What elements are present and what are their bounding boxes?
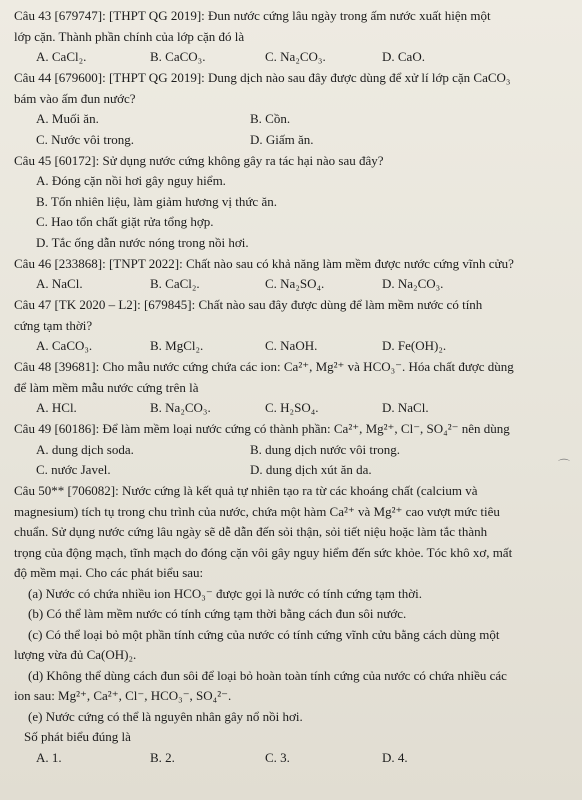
question-50-stem-line-4: trọng của động mạch, tĩnh mạch do đóng cặn vôi gây nguy hiểm đến sức khỏe. Tóc khô xơ, mất: [14, 544, 513, 560]
question-49-stem: Câu 49 [60186]: Để làm mềm loại nước cứng có thành phần: Ca²⁺, Mg²⁺, Cl⁻, SO₄²⁻ nên dùng: [14, 421, 510, 436]
option-d[interactable]: D. Tắc ống dẫn nước nóng trong nồi hơi.: [36, 234, 249, 250]
question-43: [14, 6, 572, 68]
statement-a: (a) Nước có chứa nhiều ion HCO₃⁻ được gọi là nước có tính cứng tạm thời.: [28, 585, 422, 601]
option-a[interactable]: A. NaCl.: [36, 276, 83, 291]
question-46-options: [14, 274, 572, 295]
option-c[interactable]: C. Na₂SO₄.: [265, 276, 325, 291]
option-a[interactable]: A. Muối ăn.: [36, 111, 99, 126]
option-c[interactable]: C. 3.: [265, 749, 290, 765]
question-43-stem-line-1: Câu 43 [679747]: [THPT QG 2019]: Đun nước cứng lâu ngày trong ấm nước xuất hiện một: [14, 8, 491, 23]
question-45: [14, 151, 572, 254]
statement-c-line-1: (c) Có thể loại bỏ một phần tính cứng của nước có tính cứng vĩnh cửu bằng cách dùng một: [28, 626, 500, 642]
option-a[interactable]: A. HCl.: [36, 400, 77, 415]
statement-d-line-2: ion sau: Mg²⁺, Ca²⁺, Cl⁻, HCO₃⁻, SO₄²⁻.: [14, 688, 232, 703]
option-b[interactable]: B. Tốn nhiên liệu, làm giảm hương vị thức ăn.: [36, 193, 277, 209]
option-c[interactable]: C. nước Javel.: [36, 462, 111, 477]
pencil-mark-icon: ⌒: [558, 458, 571, 472]
question-50: [14, 481, 572, 768]
option-d[interactable]: D. Fe(OH)₂.: [382, 338, 447, 353]
question-43-stem-line-2: lớp cặn. Thành phần chính của lớp cặn đó là: [14, 28, 245, 44]
question-50-stem-line-1: Câu 50** [706082]: Nước cứng là kết quả tự nhiên tạo ra từ các khoáng chất (calcium và: [14, 483, 478, 498]
question-44-stem-line-1: Câu 44 [679600]: [THPT QG 2019]: Dung dịch nào sau đây được dùng để xử lí lớp cặn CaCO₃: [14, 70, 511, 85]
option-a[interactable]: A. CaCl₂.: [36, 49, 87, 64]
option-d[interactable]: D. CaO.: [382, 49, 425, 64]
option-b[interactable]: B. Cồn.: [250, 111, 291, 126]
question-44-options-row-1: [14, 109, 572, 130]
question-44: [14, 68, 572, 150]
question-46-stem: Câu 46 [233868]: [TNPT 2022]: Chất nào sau có khả năng làm mềm được nước cứng vĩnh cửu?: [14, 255, 514, 271]
option-b[interactable]: B. MgCl₂.: [150, 338, 204, 353]
option-a[interactable]: A. 1.: [36, 749, 62, 765]
question-49-options-row-1: [14, 440, 572, 461]
question-48-options: [14, 398, 572, 419]
question-44-options-row-2: [14, 130, 572, 151]
option-a[interactable]: A. Đóng cặn nồi hơi gây nguy hiểm.: [36, 173, 226, 188]
question-48-stem-line-1: Câu 48 [39681]: Cho mẫu nước cứng chứa các ion: Ca²⁺, Mg²⁺ và HCO₃⁻. Hóa chất được dùng: [14, 359, 514, 374]
question-50-options: [14, 748, 572, 769]
option-b[interactable]: B. dung dịch nước vôi trong.: [250, 441, 401, 457]
option-c[interactable]: C. NaOH.: [265, 338, 318, 353]
question-47: [14, 295, 572, 357]
option-a[interactable]: A. CaCO₃.: [36, 338, 93, 353]
question-45-options: [14, 171, 572, 253]
option-c[interactable]: C. H₂SO₄.: [265, 400, 319, 415]
option-b[interactable]: B. CaCO₃.: [150, 49, 206, 64]
option-b[interactable]: B. 2.: [150, 749, 175, 765]
option-c[interactable]: C. Na₂CO₃.: [265, 49, 326, 64]
question-49-options-row-2: [14, 460, 572, 481]
option-d[interactable]: D. dung dịch xút ăn da.: [250, 462, 372, 477]
question-47-stem-line-1: Câu 47 [TK 2020 – L2]: [679845]: Chất nào sau đây được dùng để làm mềm nước có tính: [14, 297, 483, 312]
statement-c-line-2: lượng vừa đủ Ca(OH)₂.: [14, 647, 137, 662]
option-c[interactable]: C. Nước vôi trong.: [36, 131, 135, 147]
question-46: [14, 254, 572, 295]
option-a[interactable]: A. dung dịch soda.: [36, 441, 134, 457]
option-b[interactable]: B. CaCl₂.: [150, 276, 200, 291]
question-50-stem-line-3: chuẩn. Sử dụng nước cứng lâu ngày sẽ dễ dẫn đến sỏi thận, sỏi tiết niệu hoặc làm tắc thành: [14, 524, 488, 539]
question-47-stem-line-2: cứng tạm thời?: [14, 317, 93, 333]
option-d[interactable]: D. Na₂CO₃.: [382, 276, 444, 291]
question-48-stem-line-2: để làm mềm mẫu nước cứng trên là: [14, 379, 199, 395]
question-47-options: [14, 336, 572, 357]
option-d[interactable]: D. Giấm ăn.: [250, 131, 314, 147]
option-c[interactable]: C. Hao tổn chất giặt rửa tổng hợp.: [36, 214, 214, 229]
option-d[interactable]: D. NaCl.: [382, 400, 429, 415]
question-44-stem-line-2: bám vào ấm đun nước?: [14, 90, 136, 106]
option-b[interactable]: B. Na₂CO₃.: [150, 400, 211, 415]
option-d[interactable]: D. 4.: [382, 749, 408, 765]
statement-e: (e) Nước cứng có thể là nguyên nhân gây nổ nồi hơi.: [28, 708, 303, 724]
question-43-options: [14, 47, 572, 68]
statement-b: (b) Có thể làm mềm nước có tính cứng tạm thời bằng cách đun sôi nước.: [28, 606, 407, 621]
statement-d-line-1: (d) Không thể dùng cách đun sôi để loại bỏ hoàn toàn tính cứng của nước có chứa nhiều các: [28, 667, 507, 683]
question-45-stem: Câu 45 [60172]: Sử dụng nước cứng không gây ra tác hại nào sau đây?: [14, 152, 384, 168]
question-49: [14, 419, 572, 481]
question-50-stem-line-2: magnesium) tích tụ trong chu trình của nước, chứa một hàm Ca²⁺ và Mg²⁺ cao vượt mức tiêu: [14, 503, 500, 519]
question-50-stem-line-5: độ mềm mại. Cho các phát biểu sau:: [14, 565, 204, 580]
question-48: [14, 357, 572, 419]
count-prompt: Số phát biểu đúng là: [24, 729, 131, 744]
